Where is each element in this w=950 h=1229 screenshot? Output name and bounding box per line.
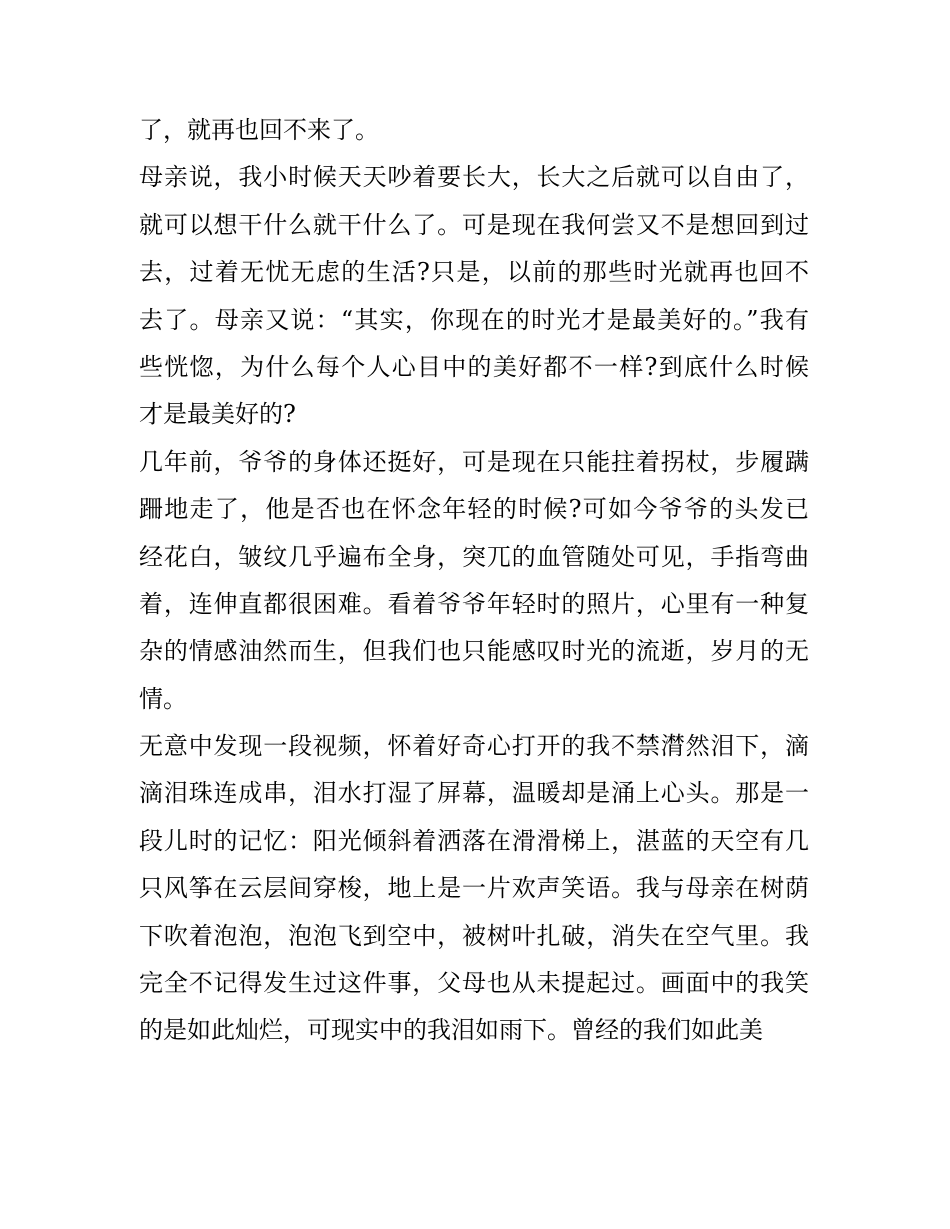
text-line: 的是如此灿烂，可现实中的我泪如雨下。曾经的我们如此美 bbox=[139, 1016, 763, 1045]
text-line: 几年前，爷爷的身体还挺好，可是现在只能拄着拐杖，步履蹒 bbox=[139, 447, 809, 476]
text-line: 着，连伸直都很困难。看着爷爷年轻时的照片，心里有一种复 bbox=[139, 589, 809, 618]
text-line: 段儿时的记忆：阳光倾斜着洒落在滑滑梯上，湛蓝的天空有几 bbox=[139, 826, 809, 855]
text-line: 去了。母亲又说：“其实，你现在的时光才是最美好的。”我有 bbox=[139, 305, 809, 334]
text-line: 母亲说，我小时候天天吵着要长大，长大之后就可以自由了， bbox=[139, 163, 809, 192]
text-line: 跚地走了，他是否也在怀念年轻的时候?可如今爷爷的头发已 bbox=[139, 495, 809, 524]
text-line: 杂的情感油然而生，但我们也只能感叹时光的流逝，岁月的无 bbox=[139, 637, 809, 666]
text-line: 只风筝在云层间穿梭，地上是一片欢声笑语。我与母亲在树荫 bbox=[139, 874, 809, 903]
text-line: 经花白，皱纹几乎遍布全身，突兀的血管随处可见，手指弯曲 bbox=[139, 542, 809, 571]
text-line: 才是最美好的? bbox=[139, 400, 296, 429]
text-line: 了，就再也回不来了。 bbox=[139, 116, 379, 144]
text-line: 滴泪珠连成串，泪水打湿了屏幕，温暖却是涌上心头。那是一 bbox=[139, 779, 809, 808]
text-line: 无意中发现一段视频，怀着好奇心打开的我不禁潸然泪下，滴 bbox=[139, 732, 809, 761]
text-line: 就可以想干什么就干什么了。可是现在我何尝又不是想回到过 bbox=[139, 210, 809, 239]
text-line: 下吹着泡泡，泡泡飞到空中，被树叶扎破，消失在空气里。我 bbox=[139, 921, 809, 950]
text-line: 完全不记得发生过这件事，父母也从未提起过。画面中的我笑 bbox=[139, 969, 809, 998]
text-line: 去，过着无忧无虑的生活?只是，以前的那些时光就再也回不 bbox=[139, 258, 809, 287]
text-line: 些恍惚，为什么每个人心目中的美好都不一样?到底什么时候 bbox=[139, 352, 809, 381]
body-text bbox=[139, 107, 819, 1055]
text-line: 情。 bbox=[139, 684, 187, 713]
